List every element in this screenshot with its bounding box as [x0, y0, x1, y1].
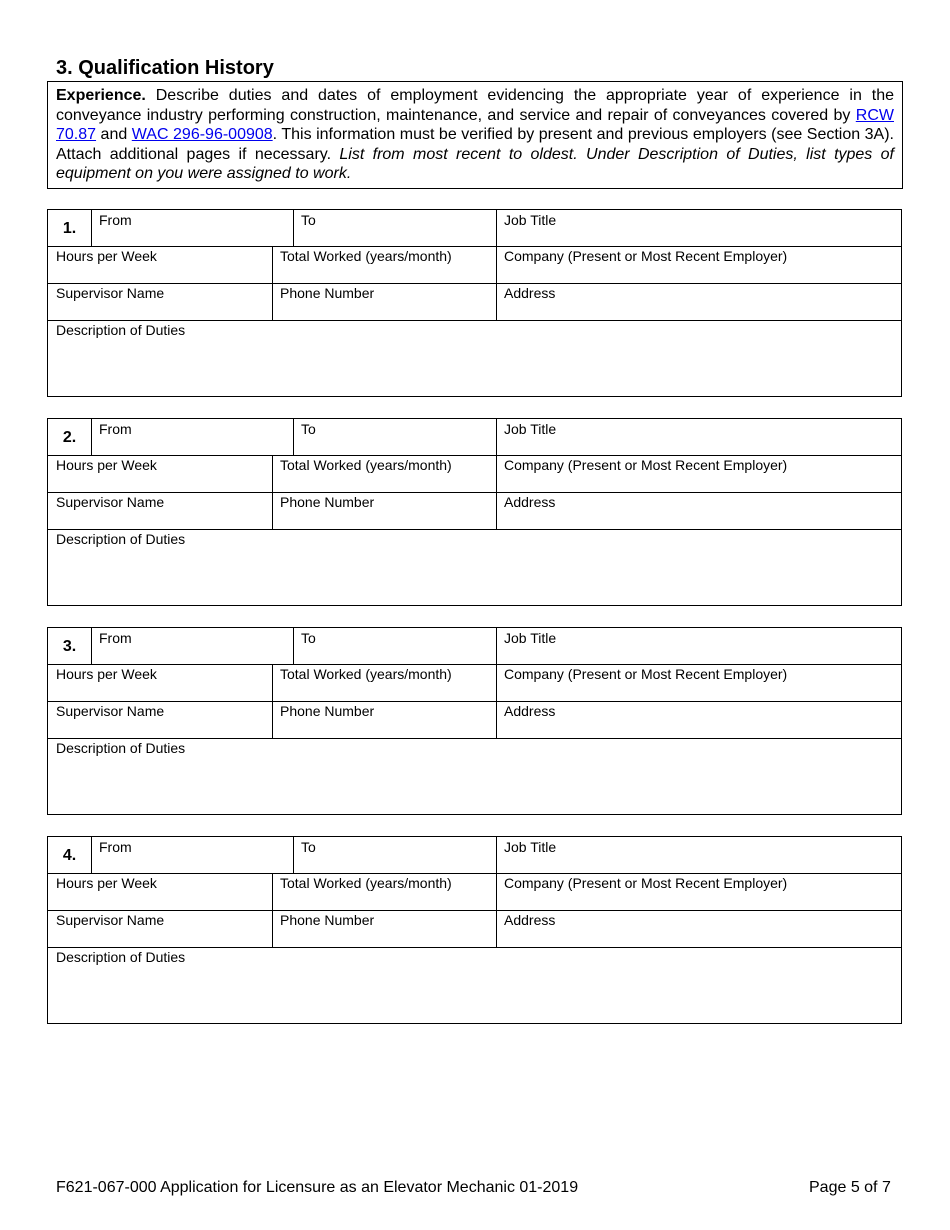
to-label: To [301, 421, 316, 437]
address-label: Address [504, 912, 556, 928]
hours-per-week-field[interactable] [48, 246, 272, 283]
supervisor-label: Supervisor Name [56, 285, 165, 301]
phone-label: Phone Number [280, 912, 375, 928]
phone-label: Phone Number [280, 285, 375, 301]
employment-entry-4 [47, 836, 902, 1024]
company-field[interactable] [496, 664, 901, 701]
total-worked-field[interactable] [272, 664, 496, 701]
job-title-label: Job Title [504, 212, 557, 228]
instructions-text-1: Describe duties and dates of employment evidencing the appropriate year of experience in the conveyance industry performing construction, maintenance, and service and repair of conveyances covered by [56, 87, 894, 124]
hours-per-week-field[interactable] [48, 664, 272, 701]
phone-label: Phone Number [280, 703, 375, 719]
address-label: Address [504, 703, 556, 719]
experience-instructions [47, 81, 903, 189]
from-field[interactable] [91, 210, 293, 246]
total-worked-label: Total Worked (years/month) [280, 457, 452, 473]
hours-label: Hours per Week [56, 875, 157, 891]
address-label: Address [504, 285, 556, 301]
hours-per-week-field[interactable] [48, 873, 272, 910]
to-label: To [301, 839, 316, 855]
supervisor-label: Supervisor Name [56, 494, 165, 510]
description-of-duties-field[interactable] [48, 529, 901, 605]
address-field[interactable] [496, 910, 901, 947]
supervisor-label: Supervisor Name [56, 703, 165, 719]
job-title-label: Job Title [504, 630, 557, 646]
company-field[interactable] [496, 873, 901, 910]
hours-per-week-field[interactable] [48, 455, 272, 492]
hours-label: Hours per Week [56, 248, 157, 264]
company-label: Company (Present or Most Recent Employer) [504, 875, 788, 891]
job-title-field[interactable] [496, 210, 901, 246]
to-field[interactable] [293, 628, 496, 664]
from-field[interactable] [91, 628, 293, 664]
to-label: To [301, 212, 316, 228]
address-label: Address [504, 494, 556, 510]
job-title-label: Job Title [504, 839, 557, 855]
entry-number: 1. [62, 220, 77, 237]
total-worked-label: Total Worked (years/month) [280, 666, 452, 682]
total-worked-label: Total Worked (years/month) [280, 875, 452, 891]
entry-number: 3. [62, 638, 77, 655]
job-title-field[interactable] [496, 628, 901, 664]
to-label: To [301, 630, 316, 646]
experience-label: Experience. [56, 87, 146, 104]
company-label: Company (Present or Most Recent Employer) [504, 666, 788, 682]
total-worked-field[interactable] [272, 873, 496, 910]
address-field[interactable] [496, 701, 901, 738]
address-field[interactable] [496, 283, 901, 320]
rcw-link[interactable]: RCW 70.87 [56, 106, 894, 144]
from-label: From [99, 212, 132, 228]
address-field[interactable] [496, 492, 901, 529]
page-number: Page 5 of 7 [809, 1179, 891, 1196]
employment-entry-3 [47, 627, 902, 815]
supervisor-name-field[interactable] [48, 492, 272, 529]
hours-label: Hours per Week [56, 457, 157, 473]
job-title-label: Job Title [504, 421, 557, 437]
duties-label: Description of Duties [56, 740, 186, 756]
employment-entry-1 [47, 209, 902, 397]
company-label: Company (Present or Most Recent Employer) [504, 457, 788, 473]
to-field[interactable] [293, 419, 496, 455]
total-worked-field[interactable] [272, 455, 496, 492]
from-label: From [99, 630, 132, 646]
phone-number-field[interactable] [272, 910, 496, 947]
from-label: From [99, 421, 132, 437]
phone-number-field[interactable] [272, 492, 496, 529]
duties-label: Description of Duties [56, 322, 186, 338]
job-title-field[interactable] [496, 837, 901, 873]
from-field[interactable] [91, 419, 293, 455]
instructions-note: List from most recent to oldest. Under Description of Duties, list types of equipment on you were assigned to work. [56, 145, 895, 183]
company-field[interactable] [496, 455, 901, 492]
from-label: From [99, 839, 132, 855]
employment-entry-2 [47, 418, 902, 606]
to-field[interactable] [293, 837, 496, 873]
supervisor-name-field[interactable] [48, 910, 272, 947]
entry-number: 4. [62, 847, 77, 864]
hours-label: Hours per Week [56, 666, 157, 682]
total-worked-field[interactable] [272, 246, 496, 283]
section-title: 3. Qualification History [56, 57, 274, 79]
form-id: F621-067-000 Application for Licensure as an Elevator Mechanic 01-2019 [56, 1179, 579, 1196]
job-title-field[interactable] [496, 419, 901, 455]
description-of-duties-field[interactable] [48, 947, 901, 1023]
company-field[interactable] [496, 246, 901, 283]
supervisor-label: Supervisor Name [56, 912, 165, 928]
phone-number-field[interactable] [272, 701, 496, 738]
instructions-text-2: . This information must be verified by present and previous employers (see Section 3A). Attach additional pages if necessary. [56, 126, 894, 163]
instructions-and: and [96, 126, 132, 144]
phone-number-field[interactable] [272, 283, 496, 320]
wac-link[interactable]: WAC 296-96-00908 [131, 126, 273, 144]
description-of-duties-field[interactable] [48, 738, 901, 814]
duties-label: Description of Duties [56, 949, 186, 965]
from-field[interactable] [91, 837, 293, 873]
company-label: Company (Present or Most Recent Employer) [504, 248, 788, 264]
to-field[interactable] [293, 210, 496, 246]
phone-label: Phone Number [280, 494, 375, 510]
entry-number: 2. [62, 429, 77, 446]
duties-label: Description of Duties [56, 531, 186, 547]
supervisor-name-field[interactable] [48, 283, 272, 320]
description-of-duties-field[interactable] [48, 320, 901, 396]
supervisor-name-field[interactable] [48, 701, 272, 738]
total-worked-label: Total Worked (years/month) [280, 248, 452, 264]
